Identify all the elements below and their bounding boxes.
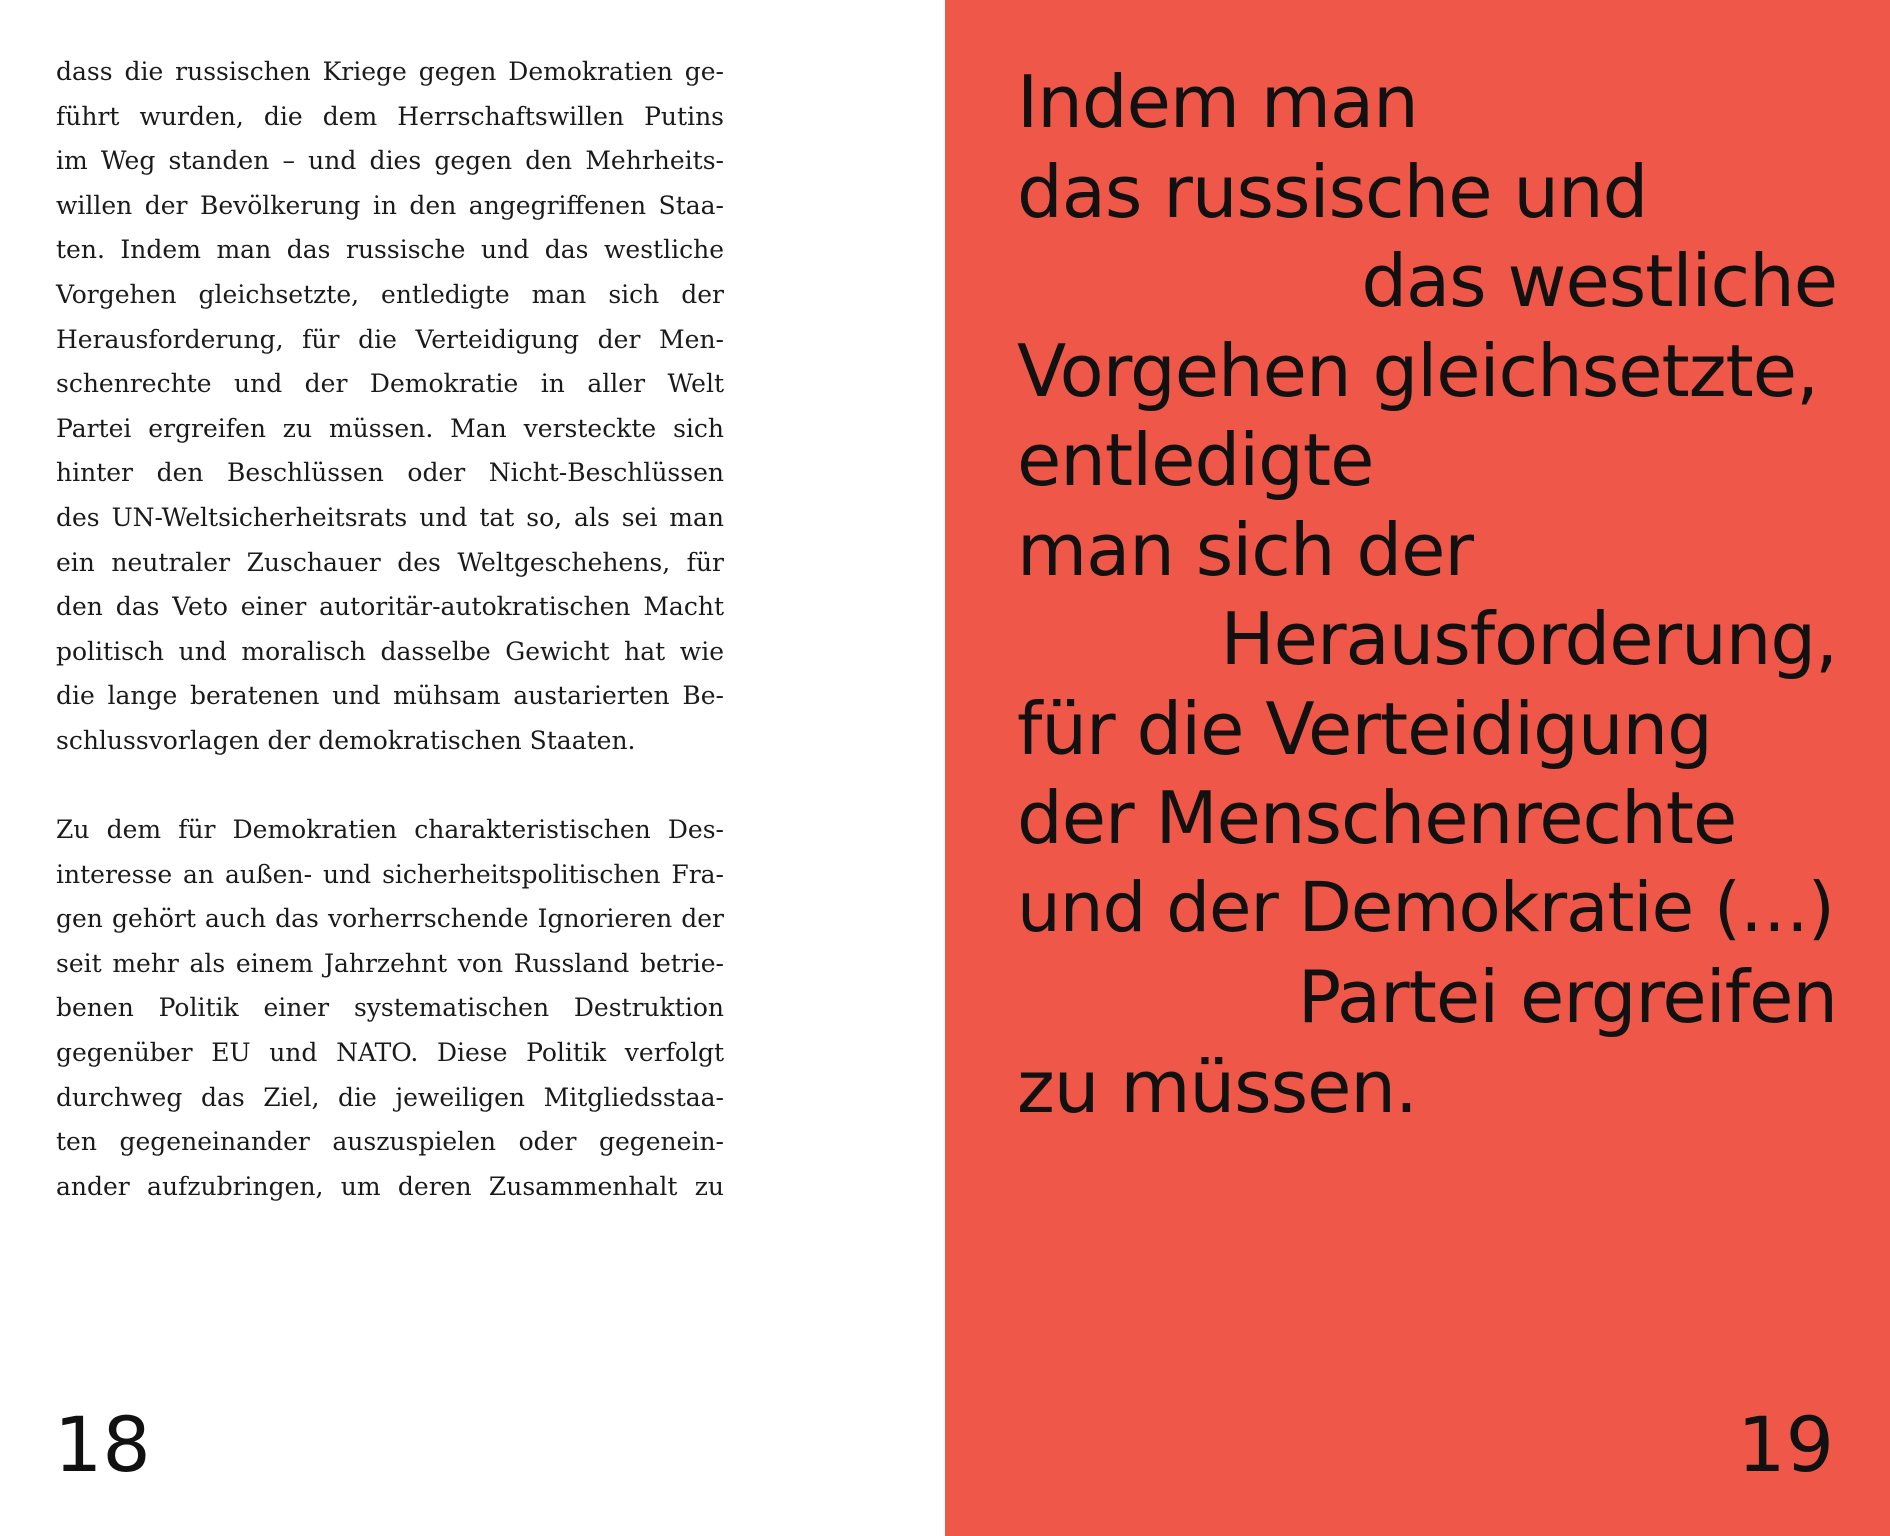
pull-quote-line: man sich der — [1017, 507, 1473, 592]
pull-quote-line: das westliche — [1361, 239, 1837, 323]
pull-quote-line: und der Demokratie (…) — [1017, 867, 1834, 948]
text-line: die lange beratenen und mühsam austarierten Be- — [56, 681, 724, 711]
pull-quote-line: für die Verteidigung — [1017, 686, 1712, 771]
pull-quote-line: entledigte — [1017, 418, 1374, 502]
text-line: den das Veto einer autoritär-autokratischen Macht — [56, 592, 724, 622]
pull-quote-line: Indem man — [1017, 60, 1418, 144]
body-text — [56, 50, 724, 1209]
text-line: ander aufzubringen, um deren Zusammenhalt zu — [56, 1171, 724, 1201]
paragraph-1 — [56, 50, 724, 764]
pull-quote — [1017, 58, 1837, 1132]
text-line: des UN-Weltsicherheitsrats und tat so, als sei man — [56, 502, 724, 532]
pull-quote-line: Herausforderung, — [1220, 597, 1837, 681]
pull-quote-line: Vorgehen gleichsetzte, — [1017, 328, 1818, 413]
page-number-left: 18 — [54, 1400, 151, 1489]
text-line: führt wurden, die dem Herrschaftswillen Putins — [56, 101, 724, 131]
page-number-right: 19 — [1737, 1400, 1834, 1489]
text-line: politisch und moralisch dasselbe Gewicht hat wie — [56, 636, 724, 666]
text-line: ein neutraler Zuschauer des Weltgeschehens, für — [56, 547, 724, 577]
text-line: ten. Indem man das russische und das westliche — [56, 235, 724, 265]
text-line: seit mehr als einem Jahrzehnt von Russland betrie- — [56, 948, 724, 978]
paragraph-gap — [56, 764, 724, 809]
pull-quote-line: das russische und — [1017, 149, 1648, 234]
pull-quote-line: zu müssen. — [1017, 1044, 1417, 1129]
pull-quote-line: Partei ergreifen — [1297, 955, 1837, 1039]
text-line: dass die russischen Kriege gegen Demokratien ge- — [56, 57, 724, 86]
text-line: hinter den Beschlüssen oder Nicht-Beschlüssen — [56, 458, 724, 488]
text-line: im Weg standen – und dies gegen den Mehrheits- — [56, 146, 724, 176]
text-line: schlussvorlagen der demokratischen Staaten. — [56, 725, 636, 755]
text-line: Herausforderung, für die Verteidigung der Men- — [56, 324, 724, 354]
text-line: schenrechte und der Demokratie in aller Welt — [56, 369, 724, 399]
text-line: Partei ergreifen zu müssen. Man versteckte sich — [56, 413, 724, 443]
text-line: Vorgehen gleichsetzte, entledigte man sich der — [56, 279, 724, 309]
text-line: interesse an außen- und sicherheitspolitischen Fra- — [56, 859, 724, 889]
text-line: gen gehört auch das vorherrschende Ignorieren der — [56, 904, 724, 934]
text-line: ten gegeneinander auszuspielen oder gegenein- — [56, 1127, 724, 1157]
text-line: Zu dem für Demokratien charakteristischen Des- — [56, 815, 724, 845]
text-line: gegenüber EU und NATO. Diese Politik verfolgt — [56, 1038, 724, 1068]
text-line: willen der Bevölkerung in den angegriffenen Staa- — [56, 190, 724, 220]
paragraph-2 — [56, 808, 724, 1209]
text-line: durchweg das Ziel, die jeweiligen Mitgliedsstaa- — [56, 1082, 724, 1112]
text-line: benen Politik einer systematischen Destruktion — [56, 993, 724, 1023]
pull-quote-line: der Menschenrechte — [1017, 776, 1737, 860]
